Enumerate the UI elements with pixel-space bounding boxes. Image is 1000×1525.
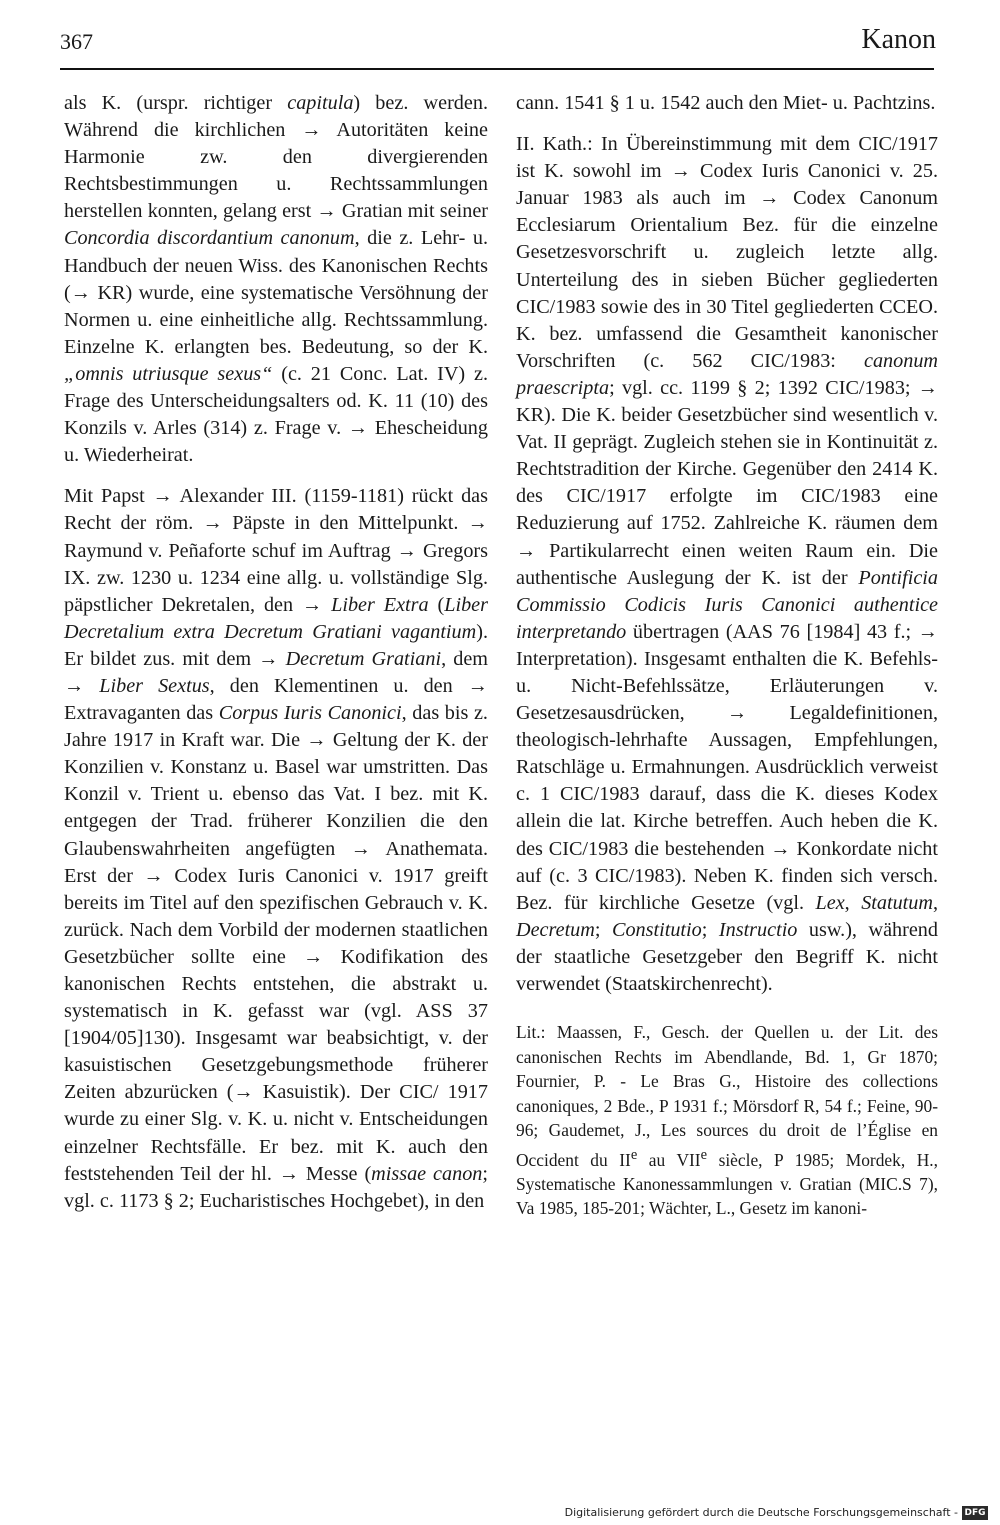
literature-section: Lit.: Maassen, F., Gesch. der Quellen u. der Lit. des canonischen Rechts im Abendlande, Bd. 1, Gr 1870; Fournier, P. - Le Bras G., Histoire des collections canoniques, 2 Bde., P 1931 f.; Mörsdorf R, 54 f.; Feine, 90-96; Gaudemet, J., Les sources du droit de l’Église en Occident du IIe au VIIe siècle, P 1985; Mordek, H., Systematische Kanonessammlungen v. Gratian (MIC.S 7), Va 1985, 185-201; Wächter, L., Gesetz im kanoni- <box>516 1022 938 1219</box>
footer-credit: Digitalisierung gefördert durch die Deutsche Forschungsgemeinschaft - <box>564 1506 958 1519</box>
left-column <box>64 90 488 1229</box>
left-paragraph-2: Mit Papst → Alexander III. (1159-1181) rückt das Recht der röm. → Päpste in den Mittelpunkt. → Raymund v. Peñaforte schuf im Auftrag → Gregors IX. zw. 1230 u. 1234 eine allg. u. vollständige Slg. päpstlicher Dekretalen, den → Liber Extra (Liber Decretalium extra Decretum Gratiani vagantium). Er bildet zus. mit dem → Decretum Gratiani, dem → Liber Sextus, den Klementinen u. den → Extravaganten das Corpus Iuris Canonici, das bis z. Jahre 1917 in Kraft war. Die → Geltung der K. der Konzilien v. Konstanz u. Basel war umstritten. Das Konzil v. Trient u. ebenso das Vat. I bez. mit K. entgegen der Trad. früherer Konzilien die den Glaubenswahrheiten angefügten → Anathemata. Erst der → Codex Iuris Canonici v. 1917 greift bereits im Titel auf den spezifischen Gebrauch v. K. zurück. Nach dem Vorbild der modernen staatlichen Gesetzbücher sollte eine → Kodifikation des kanonischen Rechts entstehen, die abstrakt u. systematisch in K. gefasst war (vgl. ASS 37 [1904/05]130). Insgesamt war beabsichtigt, v. der kasuistischen Gesetzgebungsmethode früherer Zeiten abzurücken (→ Kasuistik). Der CIC/ 1917 wurde zu einer Slg. v. K. u. nicht v. Entscheidungen einzelner Rechtsfälle. Er bez. mit K. auch den feststehenden Teil der hl. → Messe (missae canon; vgl. c. 1173 § 2; Eucharistisches Hochgebet), in den <box>64 485 488 1212</box>
left-paragraph-1: als K. (urspr. richtiger capitula) bez. werden. Während die kirchlichen → Autoritäten keine Harmonie zw. den divergierenden Rechtsbestimmungen u. Rechtssammlungen herstellen konnten, gelang erst → Gratian mit seiner Concordia discordantium canonum, die z. Lehr- u. Handbuch der neuen Wiss. des Kanonischen Rechts (→ KR) wurde, eine systematische Versöhnung der Normen u. eine einheitliche allg. Rechtssammlung. Einzelne K. erlangten bes. Bedeutung, so der K. „omnis utriusque sexus“ (c. 21 Conc. Lat. IV) z. Frage des Unterscheidungsalters od. K. 11 (10) des Konzils v. Arles (314) z. Frage v. → Ehescheidung u. Wiederheirat. <box>64 92 488 467</box>
right-paragraph-1: cann. 1541 § 1 u. 1542 auch den Miet- u. Pachtzins. <box>516 92 936 114</box>
header-rule <box>60 68 934 70</box>
page-header <box>60 26 936 62</box>
running-head: Kanon <box>861 24 936 55</box>
dfg-logo-icon: DFG <box>962 1506 988 1520</box>
right-column <box>516 90 938 1235</box>
digitization-footer <box>520 1505 988 1523</box>
right-paragraph-2: II. Kath.: In Übereinstimmung mit dem CIC/1917 ist K. sowohl im → Codex Iuris Canonici v. 25. Januar 1983 als auch im → Codex Canonum Ecclesiarum Orientalium Bez. für die einzelne Gesetzesvorschrift u. zugleich letzte allg. Unterteilung des in sieben Bücher gegliederten CIC/1983 sowie des in 30 Titel gegliederten CCEO. K. bez. umfassend die Gesamtheit kanonischer Vorschriften (c. 562 CIC/1983: canonum praescripta; vgl. cc. 1199 § 2; 1392 CIC/1983; → KR). Die K. beider Gesetzbücher sind wesentlich v. Vat. II geprägt. Zugleich stehen sie in Kontinuität z. Rechtstradition der Kirche. Gegenüber den 2414 K. des CIC/1917 erfolgte im CIC/1983 eine Reduzierung auf 1752. Zahlreiche K. räumen dem → Partikularrecht einen weiten Raum ein. Die authentische Auslegung der K. ist der Pontificia Commissio Codicis Iuris Canonici authentice interpretando übertragen (AAS 76 [1984] 43 f.; → Interpretation). Insgesamt enthalten die K. Befehls- u. Nicht-Befehlssätze, Erläuterungen v. Gesetzesausdrücken, → Legaldefinitionen, theologisch-lehrhafte Aussagen, Empfehlungen, Ratschläge u. Ermahnungen. Ausdrücklich verweist c. 1 CIC/1983 darauf, dass die K. dieses Kodex allein die lat. Kirche betreffen. Auch heben die K. des CIC/1983 die bestehenden → Konkordate nicht auf (c. 3 CIC/1983). Neben K. finden sich versch. Bez. für kirchliche Gesetze (vgl. Lex, Statutum, Decretum; Constitutio; Instructio usw.), während der staatliche Gesetzgeber den Begriff K. nicht verwendet (Staatskirchenrecht). <box>516 133 939 995</box>
page-number: 367 <box>60 29 93 54</box>
